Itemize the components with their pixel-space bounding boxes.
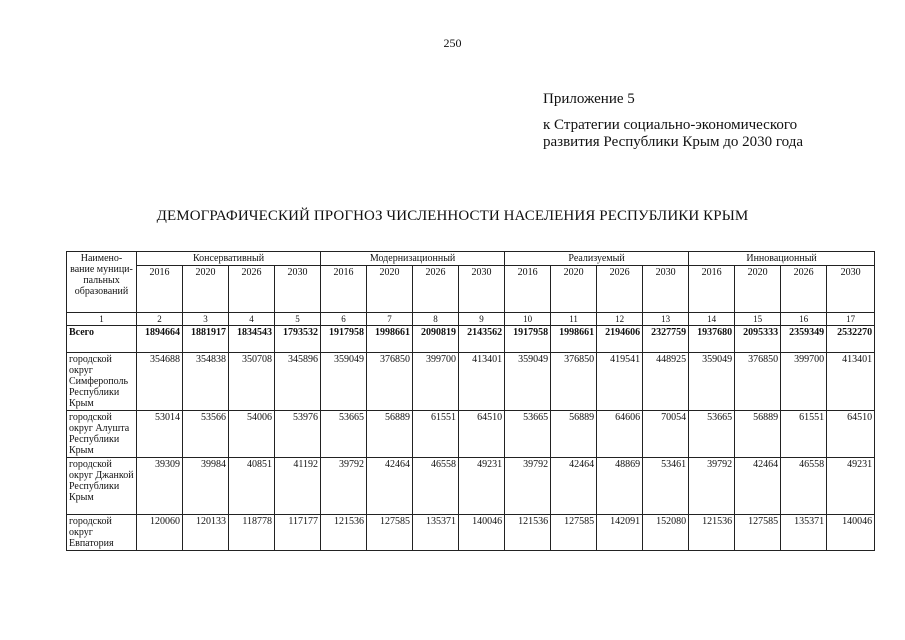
year-header: 2016 [505,266,551,313]
appendix-line-2: развития Республики Крым до 2030 года [543,134,804,150]
column-number: 5 [275,313,321,326]
table-cell: 140046 [459,515,505,551]
table-cell: 127585 [551,515,597,551]
table-cell: 39309 [137,458,183,515]
year-header: 2026 [413,266,459,313]
table-cell: 413401 [827,353,875,411]
table-cell: 39984 [183,458,229,515]
table-cell: 1894664 [137,326,183,353]
table-cell: 413401 [459,353,505,411]
year-header: 2016 [321,266,367,313]
table-row [67,411,875,458]
table-cell: 121536 [321,515,367,551]
table-cell: 2532270 [827,326,875,353]
table-cell: 39792 [505,458,551,515]
appendix-block [543,91,803,151]
table-cell: 117177 [275,515,321,551]
table-cell: 376850 [735,353,781,411]
table-cell: 399700 [413,353,459,411]
table-cell: 2095333 [735,326,781,353]
group-header-innovation: Инновационный [689,252,875,266]
year-header: 2030 [643,266,689,313]
year-header: 2020 [735,266,781,313]
table-cell: 53976 [275,411,321,458]
table-cell: 56889 [551,411,597,458]
table-cell: 42464 [551,458,597,515]
appendix-label: Приложение 5 [543,91,635,107]
year-header: 2030 [275,266,321,313]
year-header: 2020 [183,266,229,313]
column-number: 1 [67,313,137,326]
table-cell: 40851 [229,458,275,515]
table-cell: 2143562 [459,326,505,353]
column-number: 3 [183,313,229,326]
table-cell: 49231 [827,458,875,515]
table-cell: 354838 [183,353,229,411]
column-number: 6 [321,313,367,326]
table-row [67,353,875,411]
year-header-row [67,266,875,313]
table-cell: 399700 [781,353,827,411]
table-cell: 127585 [735,515,781,551]
year-header: 2016 [137,266,183,313]
group-header-row [67,252,875,266]
column-number: 7 [367,313,413,326]
row-name: городской округ Симферополь Республики Крым [67,353,137,411]
table-cell: 53014 [137,411,183,458]
table-cell: 54006 [229,411,275,458]
year-header: 2026 [781,266,827,313]
column-number: 10 [505,313,551,326]
table-cell: 2359349 [781,326,827,353]
table-cell: 419541 [597,353,643,411]
table-cell: 53566 [183,411,229,458]
table-cell: 376850 [367,353,413,411]
table-cell: 448925 [643,353,689,411]
column-number: 14 [689,313,735,326]
table-cell: 135371 [781,515,827,551]
table-cell: 354688 [137,353,183,411]
table-cell: 64510 [827,411,875,458]
table-row [67,515,875,551]
column-number: 8 [413,313,459,326]
table-cell: 53665 [689,411,735,458]
table-cell: 359049 [321,353,367,411]
table-cell: 53665 [321,411,367,458]
table-cell: 1998661 [551,326,597,353]
table-cell: 1937680 [689,326,735,353]
table-cell: 142091 [597,515,643,551]
table-cell: 140046 [827,515,875,551]
table-cell: 135371 [413,515,459,551]
column-number-row [67,313,875,326]
table-cell: 359049 [505,353,551,411]
table-cell: 2327759 [643,326,689,353]
document-title: ДЕМОГРАФИЧЕСКИЙ ПРОГНОЗ ЧИСЛЕННОСТИ НАСЕЛЕНИЯ РЕСПУБЛИКИ КРЫМ [156,208,749,224]
column-number: 9 [459,313,505,326]
page-number: 250 [443,36,462,50]
group-header-conservative: Консервативный [137,252,321,266]
table-cell: 39792 [321,458,367,515]
table-cell: 127585 [367,515,413,551]
table-cell: 42464 [367,458,413,515]
table-cell: 46558 [781,458,827,515]
population-forecast-table [66,251,875,551]
name-column-header: Наимено-вание муници-пальных образований [67,252,137,313]
table-row-total [67,326,875,353]
group-header-modernization: Модернизационный [321,252,505,266]
table-cell: 46558 [413,458,459,515]
row-name: городской округ Алушта Республики Крым [67,411,137,458]
table-cell: 152080 [643,515,689,551]
table-cell: 118778 [229,515,275,551]
table-cell: 56889 [367,411,413,458]
column-number: 15 [735,313,781,326]
row-name: городской округ Джанкой Республики Крым [67,458,137,515]
table-cell: 120060 [137,515,183,551]
group-header-realized: Реализуемый [505,252,689,266]
column-number: 16 [781,313,827,326]
year-header: 2030 [827,266,875,313]
table-cell: 345896 [275,353,321,411]
year-header: 2020 [367,266,413,313]
table-cell: 1834543 [229,326,275,353]
table-cell: 53665 [505,411,551,458]
table-cell: 376850 [551,353,597,411]
table-cell: 39792 [689,458,735,515]
table-cell: 1917958 [321,326,367,353]
table-cell: 120133 [183,515,229,551]
column-number: 13 [643,313,689,326]
table-cell: 49231 [459,458,505,515]
appendix-line-1: к Стратегии социально-экономического [543,117,798,133]
table-cell: 121536 [689,515,735,551]
year-header: 2016 [689,266,735,313]
table-cell: 64510 [459,411,505,458]
table-cell: 1881917 [183,326,229,353]
column-number: 4 [229,313,275,326]
table-cell: 61551 [413,411,459,458]
table-cell: 42464 [735,458,781,515]
column-number: 12 [597,313,643,326]
year-header: 2020 [551,266,597,313]
row-name: Всего [67,326,137,353]
table-cell: 350708 [229,353,275,411]
table-cell: 1917958 [505,326,551,353]
table-cell: 61551 [781,411,827,458]
column-number: 2 [137,313,183,326]
table-cell: 70054 [643,411,689,458]
table-cell: 64606 [597,411,643,458]
table-cell: 48869 [597,458,643,515]
year-header: 2026 [597,266,643,313]
table-cell: 359049 [689,353,735,411]
year-header: 2030 [459,266,505,313]
table-row [67,458,875,515]
table-cell: 1793532 [275,326,321,353]
table-cell: 53461 [643,458,689,515]
column-number: 17 [827,313,875,326]
table-cell: 121536 [505,515,551,551]
row-name: городской округ Евпатория [67,515,137,551]
column-number: 11 [551,313,597,326]
table-cell: 1998661 [367,326,413,353]
table-cell: 41192 [275,458,321,515]
table-cell: 2090819 [413,326,459,353]
year-header: 2026 [229,266,275,313]
table-cell: 2194606 [597,326,643,353]
table-cell: 56889 [735,411,781,458]
